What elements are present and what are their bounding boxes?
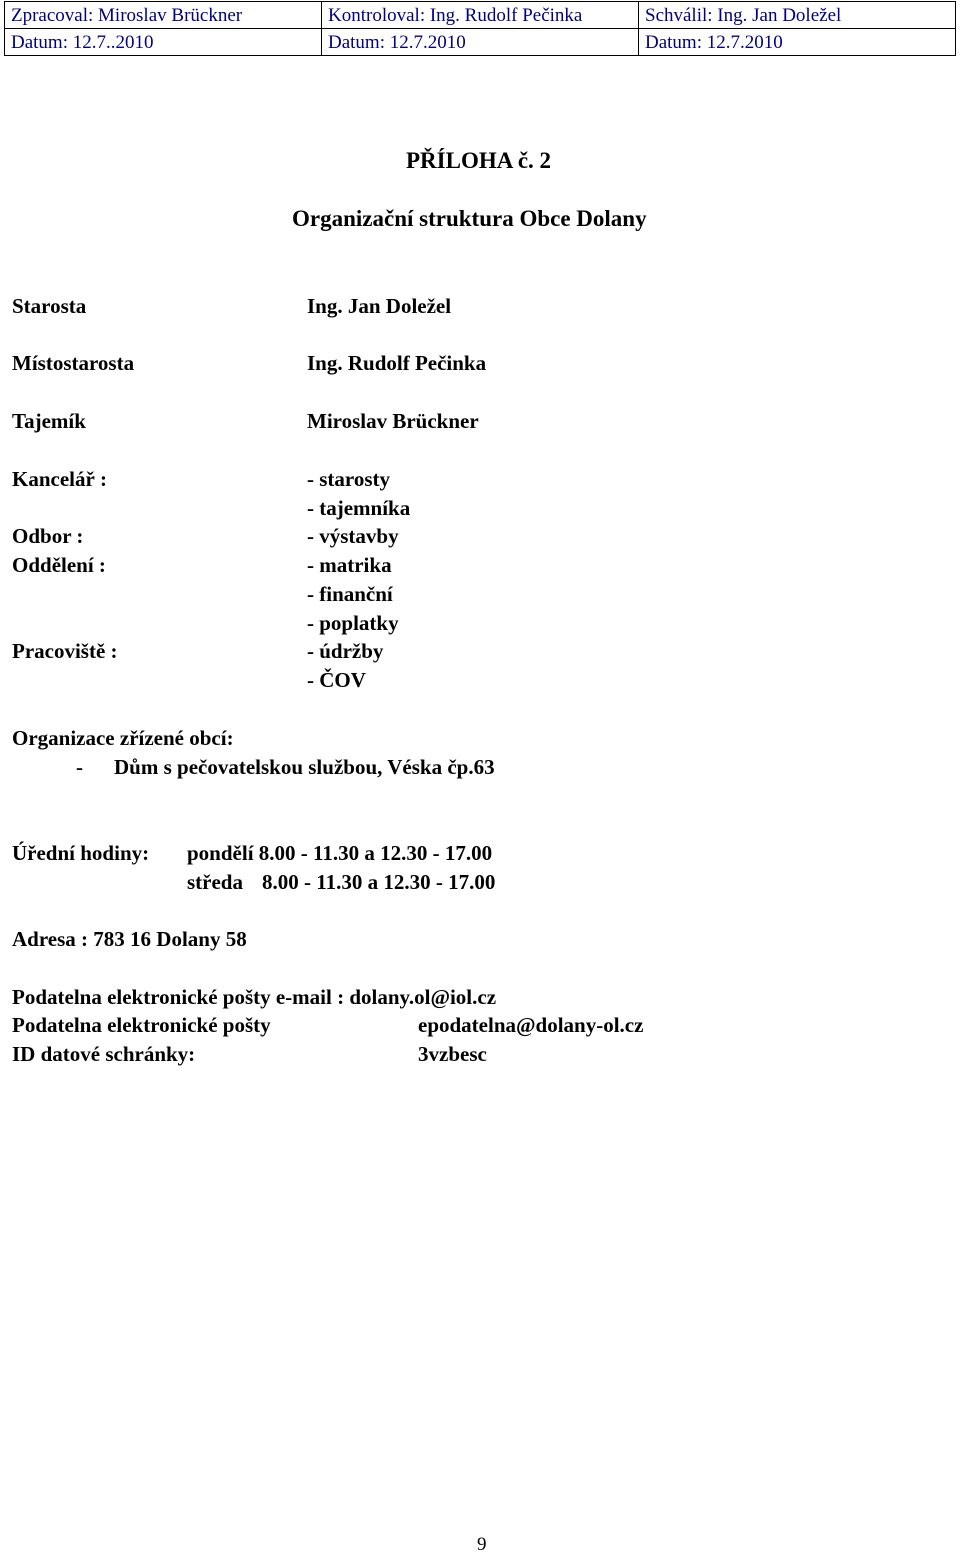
structure-item: - poplatky (307, 611, 399, 635)
epodatelna-value: epodatelna@dolany-ol.cz (418, 1013, 644, 1037)
page-number: 9 (477, 1534, 487, 1555)
checked-by-cell: Kontroloval: Ing. Rudolf Pečinka (322, 2, 639, 29)
data-box-label: ID datové schránky: (12, 1042, 196, 1066)
deputy-mayor-label: Místostarosta (12, 351, 135, 375)
prepared-by-cell: Zpracoval: Miroslav Brückner (5, 2, 322, 29)
appendix-title: PŘÍLOHA č. 2 (406, 148, 552, 173)
office-label: Kancelář : (12, 467, 108, 491)
office-hours-wednesday-time: 8.00 - 11.30 a 12.30 - 17.00 (262, 870, 496, 894)
mayor-label: Starosta (12, 294, 87, 318)
division-label: Oddělení : (12, 553, 106, 577)
approval-date-row (5, 29, 956, 56)
office-hours-wednesday-day: středa (187, 870, 243, 894)
deputy-mayor-value: Ing. Rudolf Pečinka (307, 351, 487, 375)
structure-item: - matrika (307, 553, 392, 577)
structure-item: - výstavby (307, 524, 399, 548)
structure-item: - tajemníka (307, 496, 411, 520)
mayor-value: Ing. Jan Doležel (307, 294, 452, 318)
prepared-date-cell: Datum: 12.7..2010 (5, 29, 322, 56)
email-line: Podatelna elektronické pošty e-mail : dolany.ol@iol.cz (12, 985, 497, 1009)
document-subtitle: Organizační struktura Obce Dolany (292, 206, 647, 231)
approval-header-table (4, 1, 956, 56)
organization-item: Dům s pečovatelskou službou, Véska čp.63 (114, 755, 495, 779)
approved-date-cell: Datum: 12.7.2010 (639, 29, 956, 56)
data-box-value: 3vzbesc (418, 1042, 487, 1066)
department-label: Odbor : (12, 524, 84, 548)
office-hours-label: Úřední hodiny: (12, 841, 150, 865)
structure-item: - starosty (307, 467, 391, 491)
secretary-label: Tajemík (12, 409, 86, 433)
office-hours-monday: pondělí 8.00 - 11.30 a 12.30 - 17.00 (187, 841, 493, 865)
secretary-value: Miroslav Brückner (307, 409, 479, 433)
epodatelna-label: Podatelna elektronické pošty (12, 1013, 271, 1037)
approval-header-row (5, 2, 956, 29)
checked-date-cell: Datum: 12.7.2010 (322, 29, 639, 56)
workplace-label: Pracoviště : (12, 639, 118, 663)
approved-by-cell: Schválil: Ing. Jan Doležel (639, 2, 956, 29)
organizations-heading: Organizace zřízené obcí: (12, 726, 234, 750)
structure-item: - ČOV (307, 668, 366, 692)
structure-item: - finanční (307, 582, 393, 606)
structure-item: - údržby (307, 639, 384, 663)
address: Adresa : 783 16 Dolany 58 (12, 927, 247, 951)
organization-bullet: - (76, 755, 83, 779)
